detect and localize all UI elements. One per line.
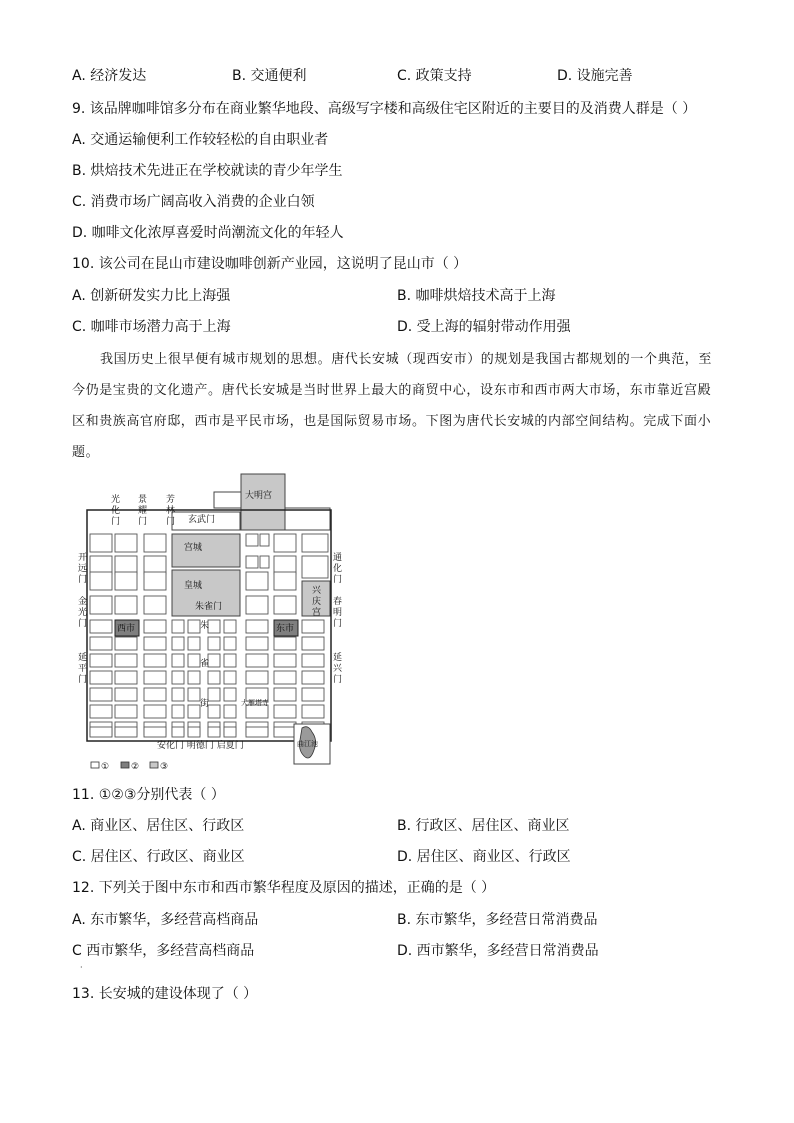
map-label-street-1: 朱 (200, 621, 210, 631)
map-label-qujiang: 曲江池 (297, 740, 318, 748)
ward-block (144, 705, 166, 718)
ward-block (274, 572, 296, 590)
ward-block (274, 534, 296, 552)
ward-block (115, 637, 137, 650)
ward-block (90, 688, 112, 701)
q12-stem: 12. 下列关于图中东市和西市繁华程度及原因的描述，正确的是（ ） (72, 880, 496, 896)
ward-block (90, 671, 112, 684)
ward-block (224, 705, 236, 718)
ward-block (302, 671, 324, 684)
map-label-zhuquemen: 朱雀门 (195, 602, 223, 612)
map-label-daminggong: 大明宫 (245, 491, 273, 501)
ward-block (188, 637, 200, 650)
map-label-huangcheng: 皇城 (184, 581, 203, 591)
q10-stem: 10. 该公司在昆山市建设咖啡创新产业园，这说明了昆山市（ ） (72, 256, 468, 272)
q12-option-c[interactable]: C 西市繁华，多经营高档商品 (72, 943, 255, 959)
passage-text: 我国历史上很早便有城市规划的思想。唐代长安城（现西安市）的规划是我国古都规划的一个典范，至今仍是宝贵的文化遗产。唐代长安城是当时世界上最大的商贸中心，设东市和西市两大市场，东市靠近宫殿区和贵族高官府邸，西市是平民市场，也是国际贸易市场。下图为唐代长安城的内部空间结构。完成下面小题。 (72, 352, 713, 460)
ward-block (302, 534, 328, 552)
legend-label-2: ② (131, 762, 140, 772)
q12-option-b[interactable]: B. 东市繁华，多经营日常消费品 (397, 912, 598, 928)
ward-block (274, 637, 296, 650)
ward-block (172, 688, 184, 701)
ward-block (172, 654, 184, 667)
ward-block (208, 654, 220, 667)
q9-stem: 9. 该品牌咖啡馆多分布在商业繁华地段、高级写字楼和高级住宅区附近的主要目的及消费人群是（ ） (72, 101, 697, 117)
ward-block (144, 637, 166, 650)
map-label-gongcheng: 宫城 (184, 543, 203, 553)
ward-block (302, 688, 324, 701)
ward-block (172, 727, 184, 737)
ward-block (90, 572, 112, 590)
gate-label-jinguangmen: 金光门 (78, 597, 88, 629)
q9-option-c[interactable]: C. 消费市场广阔高收入消费的企业白领 (72, 194, 315, 210)
ward-block (188, 705, 200, 718)
ward-block (208, 637, 220, 650)
q12-option-d[interactable]: D. 西市繁华，多经营日常消费品 (397, 943, 599, 959)
q13-stem: 13. 长安城的建设体现了（ ） (72, 986, 258, 1002)
ward-block (188, 654, 200, 667)
q8-option-a[interactable]: A. 经济发达 (72, 68, 147, 84)
ward-block (172, 620, 184, 633)
map-label-street-3: 街 (200, 699, 210, 709)
ward-block (115, 671, 137, 684)
ward-block (115, 534, 137, 552)
ward-block (144, 534, 166, 552)
ward-block (90, 556, 112, 574)
ward-block (115, 596, 137, 614)
map-label-xuanwumen: 玄武门 (188, 515, 216, 525)
gate-label-yanpingmen: 延平门 (78, 653, 88, 685)
ward-block (144, 596, 166, 614)
ward-block (90, 705, 112, 718)
ward-block (302, 637, 324, 650)
passage (72, 344, 722, 468)
gate-label-yanxingmen: 延兴门 (333, 653, 343, 685)
ward-block (208, 727, 220, 737)
q10-option-a[interactable]: A. 创新研发实力比上海强 (72, 288, 231, 304)
ward-block (274, 705, 296, 718)
ward-block (246, 654, 268, 667)
ward-block (144, 572, 166, 590)
ward-block (208, 688, 220, 701)
q8-option-b[interactable]: B. 交通便利 (232, 68, 307, 84)
ward-block (246, 572, 268, 590)
ward-block (224, 727, 236, 737)
q11-option-d[interactable]: D. 居住区、商业区、行政区 (397, 849, 571, 865)
q10-option-b[interactable]: B. 咖啡烘焙技术高于上海 (397, 288, 556, 304)
ward-block (302, 654, 324, 667)
q9-option-a[interactable]: A. 交通运输便利工作较轻松的自由职业者 (72, 132, 329, 148)
ward-block (90, 727, 112, 737)
ward-block (224, 620, 236, 633)
ward-block (188, 671, 200, 684)
ward-block (224, 637, 236, 650)
map-label-xishi: 西市 (117, 624, 136, 634)
ward-block (246, 671, 268, 684)
ward-block (260, 556, 269, 568)
ward-block (302, 620, 324, 633)
ward-block (172, 637, 184, 650)
ward-block (144, 556, 166, 574)
ward-block (274, 654, 296, 667)
map-label-south-gates: 安化门 明德门 启夏门 (157, 741, 244, 751)
ward-block (208, 671, 220, 684)
ward-block (274, 688, 296, 701)
ward-block (144, 620, 166, 633)
ward-block (188, 727, 200, 737)
ward-block (90, 534, 112, 552)
q9-option-b[interactable]: B. 烘焙技术先进正在学校就读的青少年学生 (72, 163, 343, 179)
map-label-dayanta: 大雁塔寺 (241, 699, 269, 707)
map-label-xingqinggong: 兴庆宫 (312, 586, 322, 618)
ward-block (144, 654, 166, 667)
daminggong-east (285, 508, 330, 530)
q9-option-d[interactable]: D. 咖啡文化浓厚喜爱时尚潮流文化的年轻人 (72, 225, 344, 241)
changan-map (78, 470, 349, 775)
ward-block (115, 727, 137, 737)
ward-block (208, 705, 220, 718)
ward-block (246, 534, 258, 546)
ward-block (302, 705, 324, 718)
q11-option-c[interactable]: C. 居住区、行政区、商业区 (72, 849, 245, 865)
gate-label-tonghuamen: 通化门 (333, 553, 343, 585)
q8-option-c[interactable]: C. 政策支持 (397, 68, 472, 84)
map-label-street-2: 雀 (200, 659, 210, 669)
gate-label-chunmingmen: 春明门 (333, 597, 343, 629)
ward-block (115, 654, 137, 667)
ward-block (246, 556, 258, 568)
ward-block (115, 705, 137, 718)
ward-block (224, 688, 236, 701)
q11-option-b[interactable]: B. 行政区、居住区、商业区 (397, 818, 570, 834)
ward-block (172, 705, 184, 718)
ward-block (115, 572, 137, 590)
map-label-dongshi: 东市 (276, 624, 295, 634)
ward-block (90, 637, 112, 650)
q12-option-a[interactable]: A. 东市繁华，多经营高档商品 (72, 912, 259, 928)
legend-swatch-3 (150, 762, 158, 768)
ward-block (274, 671, 296, 684)
ward-block (90, 596, 112, 614)
q11-option-a[interactable]: A. 商业区、居住区、行政区 (72, 818, 245, 834)
ward-block (302, 556, 328, 578)
q8-option-d[interactable]: D. 设施完善 (557, 68, 633, 84)
gate-label-fanglinmen: 芳林门 (166, 495, 176, 527)
map-legend (91, 762, 168, 772)
ward-block (224, 654, 236, 667)
ward-block (246, 596, 268, 614)
ward-block (144, 671, 166, 684)
gate-label-jingyaomen: 景耀门 (138, 495, 148, 527)
ward-block (274, 596, 296, 614)
legend-label-1: ① (101, 762, 110, 772)
gate-label-kaiyuanmen: 开远门 (78, 553, 88, 585)
ward-block (188, 688, 200, 701)
daminggong-block (241, 474, 285, 530)
ward-block (144, 727, 166, 737)
ward-block (246, 637, 268, 650)
gate-label-guanghuamen: 光化门 (111, 495, 121, 527)
legend-label-3: ③ (160, 762, 169, 772)
ward-block (260, 534, 269, 546)
legend-swatch-2 (121, 762, 129, 768)
legend-swatch-1 (91, 762, 99, 768)
ward-block (246, 620, 268, 633)
ward-block (144, 688, 166, 701)
ward-block (274, 556, 296, 574)
ward-block (224, 671, 236, 684)
q11-stem: 11. ①②③分别代表（ ） (72, 787, 225, 803)
ward-block (208, 620, 220, 633)
daminggong-outer (214, 492, 241, 508)
gongcheng-block (172, 534, 240, 567)
ward-block (90, 654, 112, 667)
ward-block (246, 727, 268, 737)
ward-block (172, 671, 184, 684)
stray-dot: · (80, 963, 83, 972)
ward-block (90, 620, 112, 633)
ward-block (115, 688, 137, 701)
ward-block (115, 556, 137, 574)
q10-option-d[interactable]: D. 受上海的辐射带动作用强 (397, 319, 571, 335)
ward-block (188, 620, 200, 633)
ward-block (274, 727, 296, 737)
q10-option-c[interactable]: C. 咖啡市场潜力高于上海 (72, 319, 231, 335)
